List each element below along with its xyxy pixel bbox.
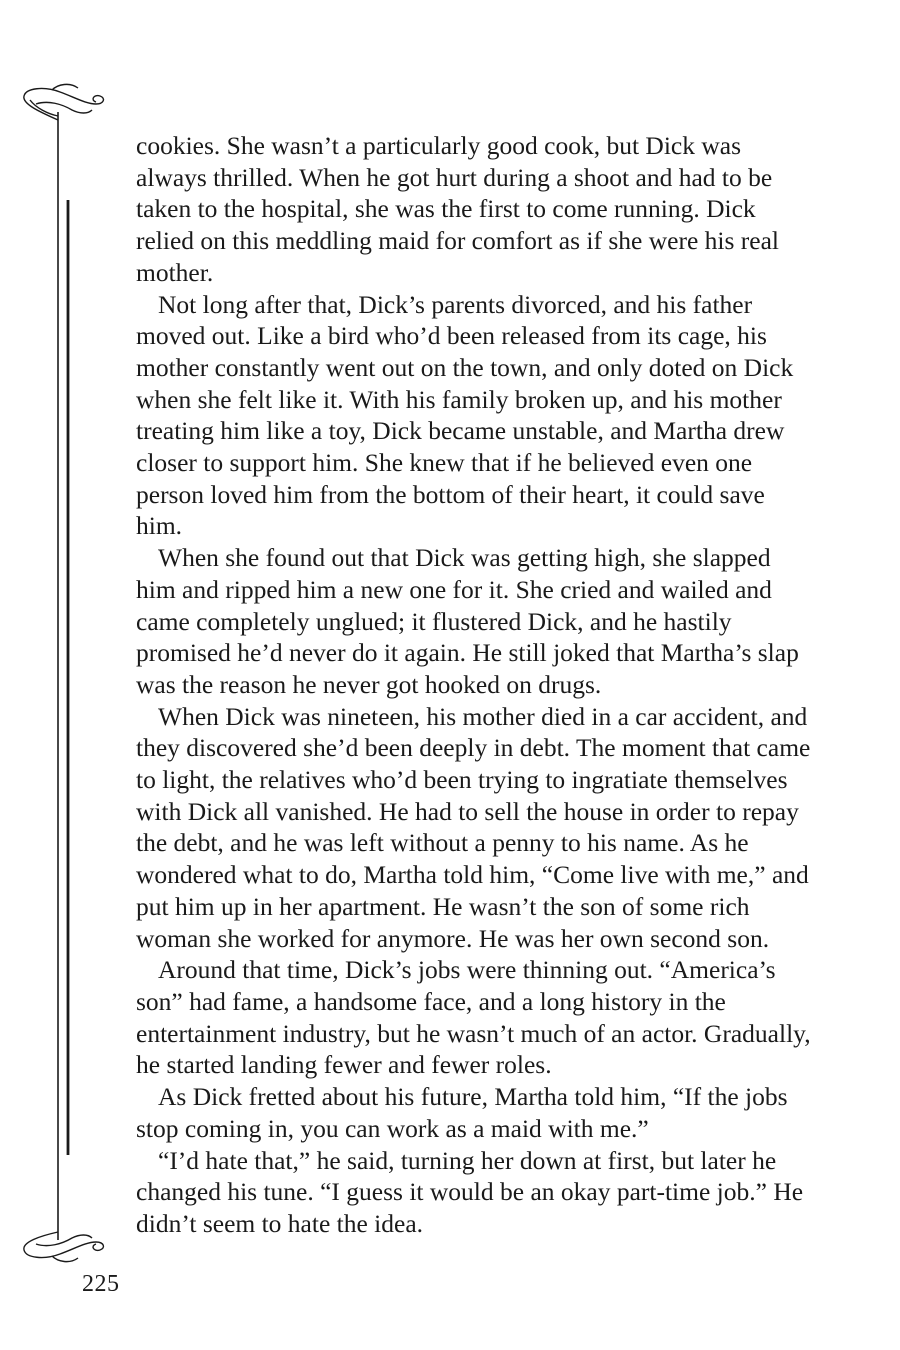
top-scroll-flourish — [24, 84, 104, 120]
paragraph: Around that time, Dick’s jobs were thinning out. “America’s son” had fame, a handsome face, and a long history in the entertainment industry, but he wasn’t much of an actor. Gradually, he started landing fewer and fewer roles. — [136, 955, 811, 1080]
margin-flourish-ornament — [0, 0, 140, 1290]
bottom-scroll-flourish — [24, 1232, 104, 1262]
paragraph: When she found out that Dick was getting high, she slapped him and ripped him a new one for it. She cried and wailed and came completely unglued; it flustered Dick, and he hastily promised he’d never do it again. He still joked that Martha’s slap was the reason he never got hooked on drugs. — [136, 543, 799, 699]
body-text — [136, 130, 816, 1240]
paragraph: Not long after that, Dick’s parents divorced, and his father moved out. Like a bird who’d been released from its cage, his mother constantly went out on the town, and only doted on Dick when she felt like it. With his family broken up, and his mother treating him like a toy, Dick became unstable, and Martha drew closer to support him. She knew that if he believed even one person loved him from the bottom of their heart, it could save him. — [136, 289, 794, 541]
paragraph: “I’d hate that,” he said, turning her down at first, but later he changed his tune. “I guess it would be an okay part-time job.” He didn’t seem to hate the idea. — [136, 1145, 804, 1238]
paragraph: When Dick was nineteen, his mother died in a car accident, and they discovered she’d been deeply in debt. The moment that came to light, the relatives who’d been trying to ingratiate themselves with Dick all vanished. He had to sell the house in order to repay the debt, and he was left without a penny to his name. As he wondered what to do, Martha told him, “Come live with me,” and put him up in her apartment. He wasn’t the son of some rich woman she worked for anymore. He was her own second son. — [136, 701, 811, 953]
paragraph: cookies. She wasn’t a particularly good cook, but Dick was always thrilled. When he got hurt during a shoot and had to be taken to the hospital, she was the first to come running. Dick relied on this meddling maid for comfort as if she were his real mother. — [136, 131, 779, 287]
paragraph: As Dick fretted about his future, Martha told him, “If the jobs stop coming in, you can work as a maid with me.” — [136, 1082, 788, 1143]
page-number: 225 — [82, 1271, 120, 1297]
